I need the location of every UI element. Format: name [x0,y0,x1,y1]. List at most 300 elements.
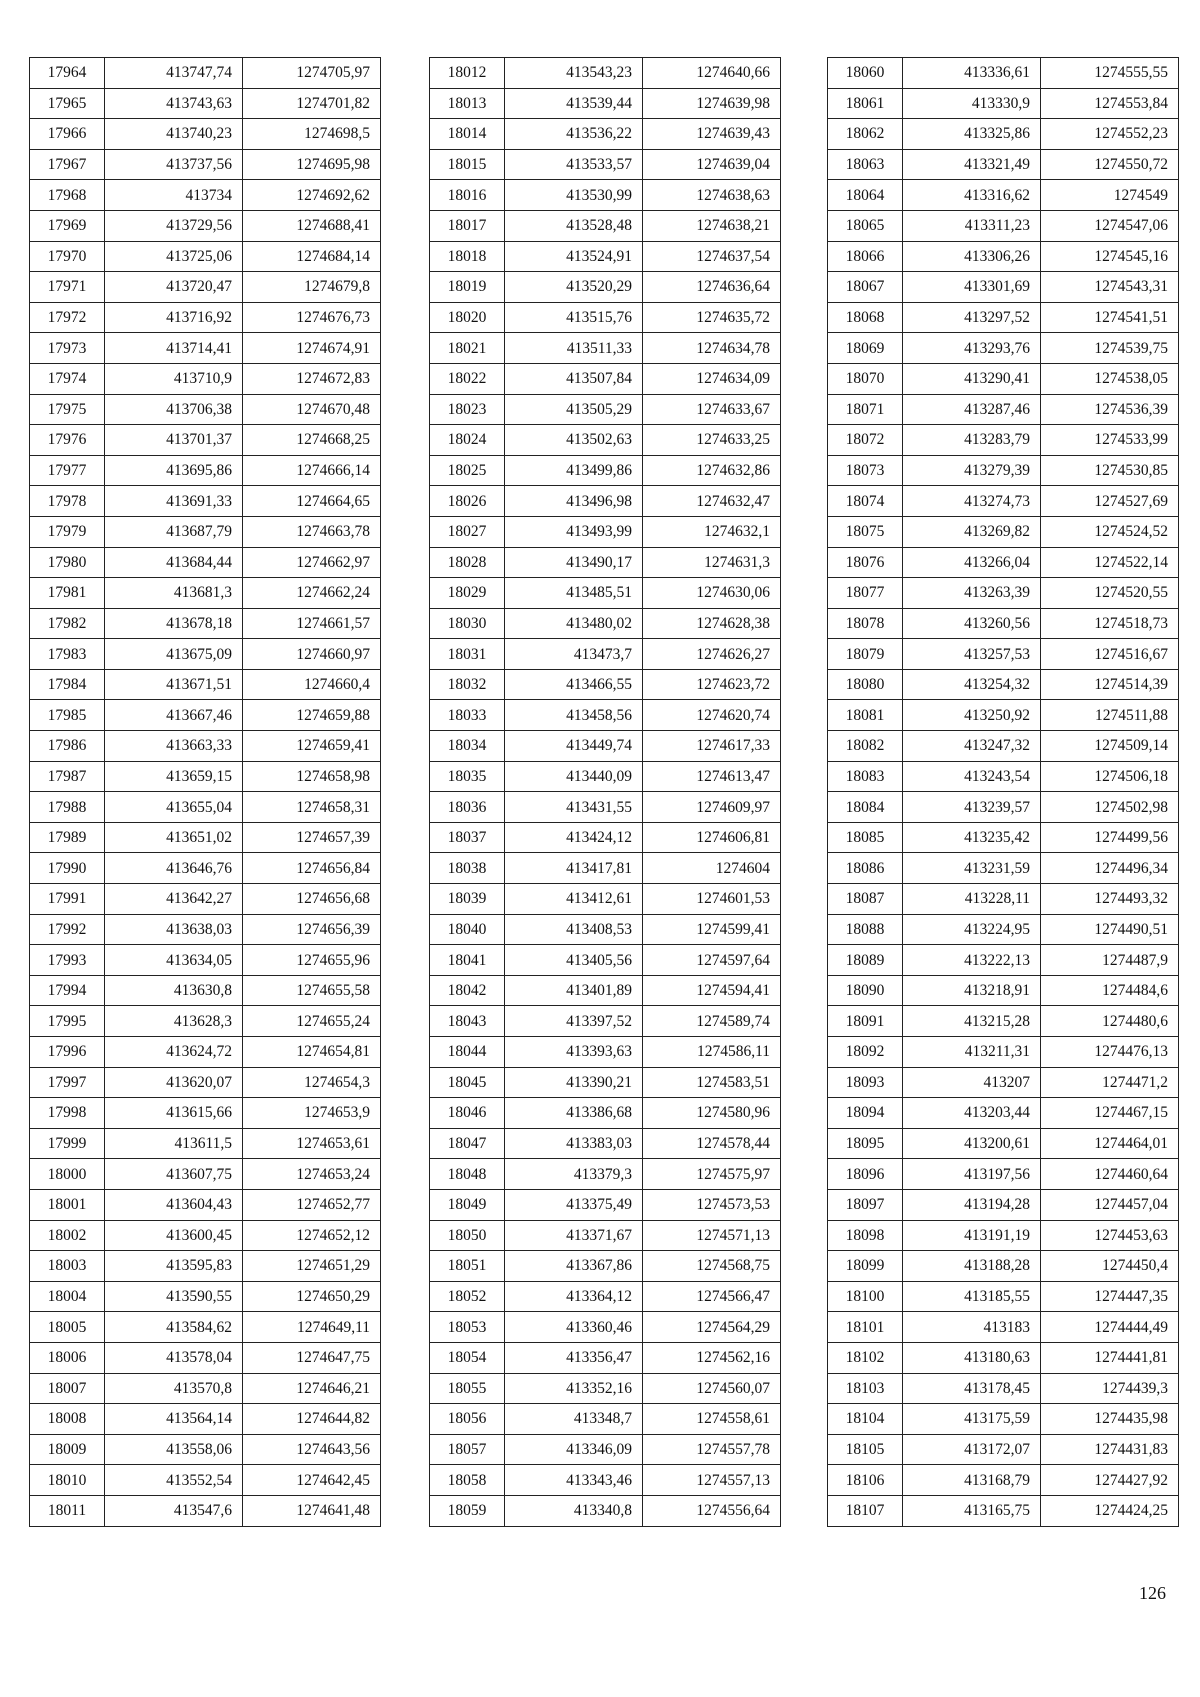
point-number-cell: 17992 [30,914,105,945]
y-coordinate-cell: 1274606,81 [643,822,781,853]
table-row [828,884,1179,915]
point-number-cell: 18036 [430,792,505,823]
y-coordinate-cell: 1274617,33 [643,731,781,762]
table-row [430,1037,781,1068]
x-coordinate-cell: 413440,09 [505,761,643,792]
point-number-cell: 18077 [828,578,903,609]
x-coordinate-cell: 413401,89 [505,975,643,1006]
point-number-cell: 18051 [430,1251,505,1282]
x-coordinate-cell: 413611,5 [105,1128,243,1159]
point-number-cell: 18098 [828,1220,903,1251]
point-number-cell: 18071 [828,394,903,425]
x-coordinate-cell: 413203,44 [903,1098,1041,1129]
x-coordinate-cell: 413490,17 [505,547,643,578]
point-number-cell: 17966 [30,119,105,150]
table-row [30,1404,381,1435]
x-coordinate-cell: 413364,12 [505,1281,643,1312]
x-coordinate-cell: 413595,83 [105,1251,243,1282]
table-row [30,669,381,700]
x-coordinate-cell: 413493,99 [505,516,643,547]
y-coordinate-cell: 1274656,68 [243,884,381,915]
point-number-cell: 17968 [30,180,105,211]
point-number-cell: 18103 [828,1373,903,1404]
y-coordinate-cell: 1274676,73 [243,302,381,333]
point-number-cell: 18041 [430,945,505,976]
table-row [30,914,381,945]
y-coordinate-cell: 1274557,13 [643,1465,781,1496]
y-coordinate-cell: 1274642,45 [243,1465,381,1496]
point-number-cell: 18088 [828,914,903,945]
y-coordinate-cell: 1274566,47 [643,1281,781,1312]
point-number-cell: 18081 [828,700,903,731]
x-coordinate-cell: 413247,32 [903,731,1041,762]
table-row [828,547,1179,578]
table-row [30,1312,381,1343]
x-coordinate-cell: 413536,22 [505,119,643,150]
table-row [430,853,781,884]
point-number-cell: 17980 [30,547,105,578]
x-coordinate-cell: 413578,04 [105,1342,243,1373]
y-coordinate-cell: 1274659,41 [243,731,381,762]
point-number-cell: 18021 [430,333,505,364]
y-coordinate-cell: 1274660,4 [243,669,381,700]
x-coordinate-cell: 413311,23 [903,210,1041,241]
x-coordinate-cell: 413290,41 [903,363,1041,394]
y-coordinate-cell: 1274613,47 [643,761,781,792]
point-number-cell: 18106 [828,1465,903,1496]
x-coordinate-cell: 413520,29 [505,272,643,303]
table-row [30,455,381,486]
y-coordinate-cell: 1274679,8 [243,272,381,303]
table-row [30,639,381,670]
table-row [30,1189,381,1220]
y-coordinate-cell: 1274653,61 [243,1128,381,1159]
point-number-cell: 18105 [828,1434,903,1465]
point-number-cell: 18003 [30,1251,105,1282]
x-coordinate-cell: 413675,09 [105,639,243,670]
coordinates-table-1 [29,57,381,1527]
table-row [430,1404,781,1435]
y-coordinate-cell: 1274471,2 [1041,1067,1179,1098]
y-coordinate-cell: 1274654,81 [243,1037,381,1068]
y-coordinate-cell: 1274562,16 [643,1342,781,1373]
point-number-cell: 18067 [828,272,903,303]
y-coordinate-cell: 1274499,56 [1041,822,1179,853]
y-coordinate-cell: 1274604 [643,853,781,884]
point-number-cell: 18099 [828,1251,903,1282]
point-number-cell: 18102 [828,1342,903,1373]
point-number-cell: 18086 [828,853,903,884]
point-number-cell: 18094 [828,1098,903,1129]
point-number-cell: 18033 [430,700,505,731]
table-row [828,761,1179,792]
table-row [30,792,381,823]
table-row [430,1251,781,1282]
y-coordinate-cell: 1274658,31 [243,792,381,823]
x-coordinate-cell: 413397,52 [505,1006,643,1037]
x-coordinate-cell: 413558,06 [105,1434,243,1465]
x-coordinate-cell: 413630,8 [105,975,243,1006]
table-row [30,425,381,456]
x-coordinate-cell: 413701,37 [105,425,243,456]
x-coordinate-cell: 413393,63 [505,1037,643,1068]
table-row [430,1495,781,1526]
point-number-cell: 18040 [430,914,505,945]
x-coordinate-cell: 413346,09 [505,1434,643,1465]
y-coordinate-cell: 1274626,27 [643,639,781,670]
y-coordinate-cell: 1274484,6 [1041,975,1179,1006]
y-coordinate-cell: 1274636,64 [643,272,781,303]
x-coordinate-cell: 413330,9 [903,88,1041,119]
point-number-cell: 18010 [30,1465,105,1496]
point-number-cell: 17984 [30,669,105,700]
point-number-cell: 18091 [828,1006,903,1037]
x-coordinate-cell: 413485,51 [505,578,643,609]
x-coordinate-cell: 413231,59 [903,853,1041,884]
y-coordinate-cell: 1274552,23 [1041,119,1179,150]
x-coordinate-cell: 413667,46 [105,700,243,731]
y-coordinate-cell: 1274453,63 [1041,1220,1179,1251]
y-coordinate-cell: 1274630,06 [643,578,781,609]
y-coordinate-cell: 1274450,4 [1041,1251,1179,1282]
table-row [30,1128,381,1159]
y-coordinate-cell: 1274653,9 [243,1098,381,1129]
point-number-cell: 17994 [30,975,105,1006]
table-row [828,333,1179,364]
x-coordinate-cell: 413740,23 [105,119,243,150]
table-row [828,363,1179,394]
x-coordinate-cell: 413279,39 [903,455,1041,486]
point-number-cell: 17993 [30,945,105,976]
y-coordinate-cell: 1274695,98 [243,149,381,180]
table-row [828,792,1179,823]
point-number-cell: 17986 [30,731,105,762]
x-coordinate-cell: 413552,54 [105,1465,243,1496]
x-coordinate-cell: 413659,15 [105,761,243,792]
y-coordinate-cell: 1274609,97 [643,792,781,823]
point-number-cell: 18007 [30,1373,105,1404]
x-coordinate-cell: 413678,18 [105,608,243,639]
y-coordinate-cell: 1274439,3 [1041,1373,1179,1404]
y-coordinate-cell: 1274467,15 [1041,1098,1179,1129]
x-coordinate-cell: 413547,6 [105,1495,243,1526]
y-coordinate-cell: 1274643,56 [243,1434,381,1465]
point-number-cell: 17974 [30,363,105,394]
y-coordinate-cell: 1274527,69 [1041,486,1179,517]
table-row [430,914,781,945]
table-row [828,1067,1179,1098]
table-row [828,1128,1179,1159]
table-row [30,1098,381,1129]
y-coordinate-cell: 1274639,04 [643,149,781,180]
x-coordinate-cell: 413417,81 [505,853,643,884]
x-coordinate-cell: 413424,12 [505,822,643,853]
table-row [828,700,1179,731]
point-number-cell: 17982 [30,608,105,639]
x-coordinate-cell: 413168,79 [903,1465,1041,1496]
table-row [430,1189,781,1220]
x-coordinate-cell: 413222,13 [903,945,1041,976]
y-coordinate-cell: 1274652,12 [243,1220,381,1251]
table-row [828,853,1179,884]
x-coordinate-cell: 413604,43 [105,1189,243,1220]
point-number-cell: 18089 [828,945,903,976]
point-number-cell: 18072 [828,425,903,456]
y-coordinate-cell: 1274635,72 [643,302,781,333]
point-number-cell: 18024 [430,425,505,456]
table-row [828,210,1179,241]
x-coordinate-cell: 413624,72 [105,1037,243,1068]
point-number-cell: 17973 [30,333,105,364]
point-number-cell: 18002 [30,1220,105,1251]
y-coordinate-cell: 1274639,43 [643,119,781,150]
x-coordinate-cell: 413505,29 [505,394,643,425]
table-row [430,119,781,150]
table-row [30,853,381,884]
point-number-cell: 17995 [30,1006,105,1037]
table-row [430,272,781,303]
y-coordinate-cell: 1274545,16 [1041,241,1179,272]
table-row [828,1220,1179,1251]
y-coordinate-cell: 1274684,14 [243,241,381,272]
x-coordinate-cell: 413383,03 [505,1128,643,1159]
x-coordinate-cell: 413356,47 [505,1342,643,1373]
table-row [430,1465,781,1496]
point-number-cell: 18107 [828,1495,903,1526]
x-coordinate-cell: 413250,92 [903,700,1041,731]
point-number-cell: 18058 [430,1465,505,1496]
y-coordinate-cell: 1274573,53 [643,1189,781,1220]
point-number-cell: 18028 [430,547,505,578]
point-number-cell: 18032 [430,669,505,700]
table-row [30,119,381,150]
x-coordinate-cell: 413706,38 [105,394,243,425]
table-row [828,945,1179,976]
x-coordinate-cell: 413634,05 [105,945,243,976]
table-row [430,1342,781,1373]
point-number-cell: 18049 [430,1189,505,1220]
x-coordinate-cell: 413379,3 [505,1159,643,1190]
point-number-cell: 18039 [430,884,505,915]
point-number-cell: 18052 [430,1281,505,1312]
y-coordinate-cell: 1274640,66 [643,58,781,89]
table-row [430,210,781,241]
table-row [828,241,1179,272]
y-coordinate-cell: 1274594,41 [643,975,781,1006]
table-row [30,486,381,517]
table-row [30,333,381,364]
table-row [30,1220,381,1251]
table-row [828,1037,1179,1068]
y-coordinate-cell: 1274487,9 [1041,945,1179,976]
x-coordinate-cell: 413496,98 [505,486,643,517]
x-coordinate-cell: 413449,74 [505,731,643,762]
x-coordinate-cell: 413646,76 [105,853,243,884]
y-coordinate-cell: 1274539,75 [1041,333,1179,364]
table-row [430,455,781,486]
table-row [30,394,381,425]
table-row [828,149,1179,180]
point-number-cell: 18019 [430,272,505,303]
point-number-cell: 18011 [30,1495,105,1526]
x-coordinate-cell: 413269,82 [903,516,1041,547]
x-coordinate-cell: 413239,57 [903,792,1041,823]
point-number-cell: 18076 [828,547,903,578]
y-coordinate-cell: 1274632,47 [643,486,781,517]
table-row [828,731,1179,762]
x-coordinate-cell: 413511,33 [505,333,643,364]
point-number-cell: 17967 [30,149,105,180]
x-coordinate-cell: 413502,63 [505,425,643,456]
point-number-cell: 18046 [430,1098,505,1129]
table-row [30,1434,381,1465]
table-row [828,1098,1179,1129]
y-coordinate-cell: 1274558,61 [643,1404,781,1435]
point-number-cell: 18022 [430,363,505,394]
x-coordinate-cell: 413386,68 [505,1098,643,1129]
point-number-cell: 17971 [30,272,105,303]
point-number-cell: 18023 [430,394,505,425]
point-number-cell: 18050 [430,1220,505,1251]
y-coordinate-cell: 1274522,14 [1041,547,1179,578]
x-coordinate-cell: 413615,66 [105,1098,243,1129]
y-coordinate-cell: 1274583,51 [643,1067,781,1098]
point-number-cell: 18061 [828,88,903,119]
point-number-cell: 18101 [828,1312,903,1343]
table-row [430,547,781,578]
y-coordinate-cell: 1274705,97 [243,58,381,89]
point-number-cell: 17988 [30,792,105,823]
x-coordinate-cell: 413352,16 [505,1373,643,1404]
x-coordinate-cell: 413584,62 [105,1312,243,1343]
y-coordinate-cell: 1274599,41 [643,914,781,945]
table-row [30,272,381,303]
x-coordinate-cell: 413570,8 [105,1373,243,1404]
y-coordinate-cell: 1274661,57 [243,608,381,639]
x-coordinate-cell: 413371,67 [505,1220,643,1251]
table-row [430,302,781,333]
y-coordinate-cell: 1274490,51 [1041,914,1179,945]
x-coordinate-cell: 413607,75 [105,1159,243,1190]
x-coordinate-cell: 413681,3 [105,578,243,609]
table-row [30,822,381,853]
point-number-cell: 17983 [30,639,105,670]
y-coordinate-cell: 1274637,54 [643,241,781,272]
table-row [430,333,781,364]
table-row [430,700,781,731]
point-number-cell: 17997 [30,1067,105,1098]
table-row [430,58,781,89]
point-number-cell: 17990 [30,853,105,884]
page-number: 126 [1139,1583,1166,1603]
y-coordinate-cell: 1274646,21 [243,1373,381,1404]
point-number-cell: 18056 [430,1404,505,1435]
point-number-cell: 18087 [828,884,903,915]
point-number-cell: 18020 [430,302,505,333]
table-row [30,210,381,241]
table-row [430,394,781,425]
y-coordinate-cell: 1274655,96 [243,945,381,976]
table-row [828,1342,1179,1373]
table-row [30,1465,381,1496]
x-coordinate-cell: 413336,61 [903,58,1041,89]
y-coordinate-cell: 1274435,98 [1041,1404,1179,1435]
y-coordinate-cell: 1274664,65 [243,486,381,517]
y-coordinate-cell: 1274536,39 [1041,394,1179,425]
table-row [828,486,1179,517]
y-coordinate-cell: 1274541,51 [1041,302,1179,333]
point-number-cell: 18085 [828,822,903,853]
point-number-cell: 18029 [430,578,505,609]
point-number-cell: 17965 [30,88,105,119]
table-row [430,88,781,119]
x-coordinate-cell: 413211,31 [903,1037,1041,1068]
point-number-cell: 18047 [430,1128,505,1159]
point-number-cell: 18042 [430,975,505,1006]
y-coordinate-cell: 1274476,13 [1041,1037,1179,1068]
table-row [30,1006,381,1037]
table-row [430,822,781,853]
table-row [828,1189,1179,1220]
point-number-cell: 17978 [30,486,105,517]
point-number-cell: 18038 [430,853,505,884]
y-coordinate-cell: 1274549 [1041,180,1179,211]
point-number-cell: 18016 [430,180,505,211]
table-row [828,1251,1179,1282]
y-coordinate-cell: 1274655,24 [243,1006,381,1037]
table-row [430,639,781,670]
table-row [430,884,781,915]
table-row [430,363,781,394]
point-number-cell: 17972 [30,302,105,333]
y-coordinate-cell: 1274506,18 [1041,761,1179,792]
x-coordinate-cell: 413228,11 [903,884,1041,915]
table-row [30,1281,381,1312]
x-coordinate-cell: 413729,56 [105,210,243,241]
point-number-cell: 18082 [828,731,903,762]
point-number-cell: 18069 [828,333,903,364]
x-coordinate-cell: 413734 [105,180,243,211]
table-row [30,516,381,547]
y-coordinate-cell: 1274533,99 [1041,425,1179,456]
point-number-cell: 18025 [430,455,505,486]
x-coordinate-cell: 413408,53 [505,914,643,945]
y-coordinate-cell: 1274424,25 [1041,1495,1179,1526]
x-coordinate-cell: 413321,49 [903,149,1041,180]
table-row [30,1037,381,1068]
y-coordinate-cell: 1274647,75 [243,1342,381,1373]
point-number-cell: 18043 [430,1006,505,1037]
y-coordinate-cell: 1274547,06 [1041,210,1179,241]
table-row [828,608,1179,639]
table-row [430,975,781,1006]
y-coordinate-cell: 1274457,04 [1041,1189,1179,1220]
y-coordinate-cell: 1274538,05 [1041,363,1179,394]
y-coordinate-cell: 1274670,48 [243,394,381,425]
point-number-cell: 17964 [30,58,105,89]
y-coordinate-cell: 1274633,67 [643,394,781,425]
y-coordinate-cell: 1274550,72 [1041,149,1179,180]
point-number-cell: 18090 [828,975,903,1006]
x-coordinate-cell: 413747,74 [105,58,243,89]
point-number-cell: 17976 [30,425,105,456]
y-coordinate-cell: 1274628,38 [643,608,781,639]
table-row [430,945,781,976]
table-row [828,1495,1179,1526]
x-coordinate-cell: 413283,79 [903,425,1041,456]
x-coordinate-cell: 413515,76 [505,302,643,333]
x-coordinate-cell: 413224,95 [903,914,1041,945]
